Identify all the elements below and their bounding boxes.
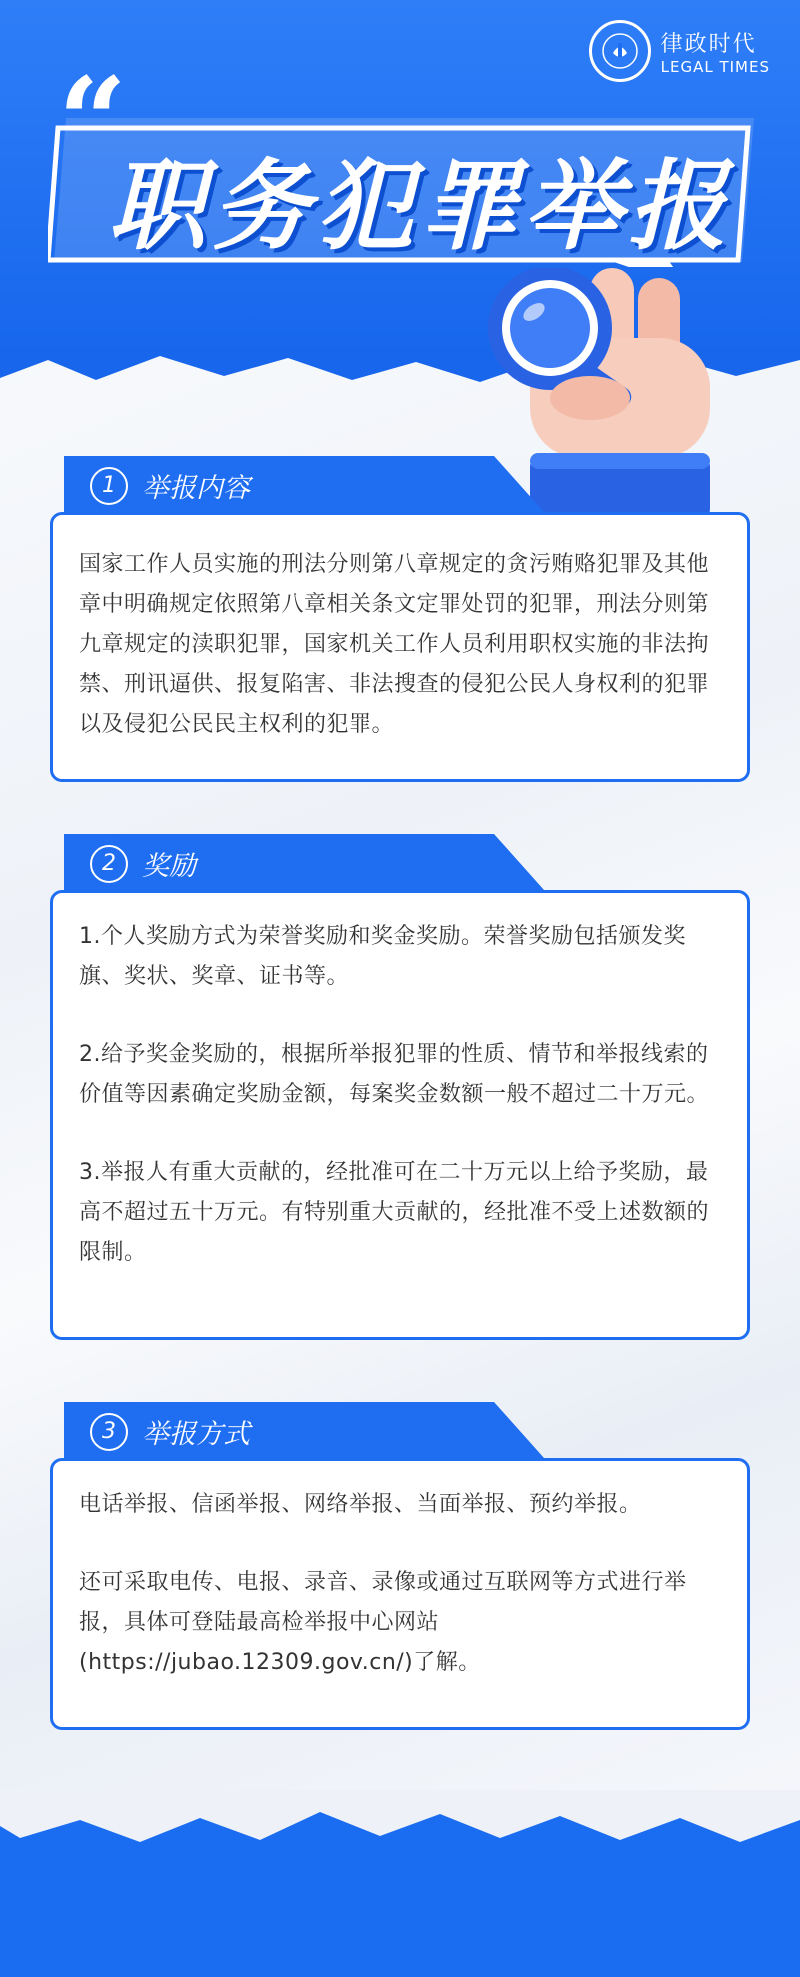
section-title: 举报方式 — [142, 1419, 250, 1450]
seal-icon — [589, 20, 651, 82]
paragraph: 国家工作人员实施的刑法分则第八章规定的贪污贿赂犯罪及其他章中明确规定依照第八章相关条文定罪处罚的犯罪，刑法分则第九章规定的渎职犯罪，国家机关工作人员利用职权实施的非法拘禁、刑讯逼供、报复陷害、非法搜查的侵犯公民人身权利的犯罪以及侵犯公民民主权利的犯罪。 — [79, 552, 710, 737]
section-card — [50, 512, 750, 782]
section-title: 奖励 — [142, 851, 196, 882]
section-body — [79, 917, 725, 1273]
brand-logo — [589, 20, 770, 82]
section-rewards — [50, 834, 750, 1354]
section-number: 3 — [90, 1413, 128, 1451]
quote-mark: “ — [58, 51, 128, 192]
torn-edge — [0, 1790, 800, 1860]
section-report-methods — [50, 1402, 750, 1742]
section-report-content — [50, 456, 750, 786]
section-title: 举报内容 — [142, 473, 250, 504]
paragraph: 3.举报人有重大贡献的，经批准可在二十万元以上给予奖励，最高不超过五十万元。有特别重大贡献的，经批准不受上述数额的限制。 — [79, 1160, 710, 1265]
page-title: 职务犯罪举报 — [108, 150, 733, 264]
paragraph: 1.个人奖励方式为荣誉奖励和奖金奖励。荣誉奖励包括颁发奖旗、奖状、奖章、证书等。 — [79, 924, 686, 989]
paragraph: 电话举报、信函举报、网络举报、当面举报、预约举报。 — [79, 1492, 642, 1517]
paragraph: 2.给予奖金奖励的，根据所举报犯罪的性质、情节和举报线索的价值等因素确定奖励金额，每案奖金数额一般不超过二十万元。 — [79, 1042, 710, 1107]
paragraph: 还可采取电传、电报、录音、录像或通过互联网等方式进行举报，具体可登陆最高检举报中心网站(https://jubao.12309.gov.cn/)了解。 — [79, 1570, 687, 1675]
logo-name-cn: 律政时代 — [660, 31, 757, 57]
section-number: 1 — [90, 467, 128, 505]
section-number: 2 — [90, 845, 128, 883]
section-card — [50, 1458, 750, 1730]
section-card — [50, 890, 750, 1340]
section-body — [79, 545, 725, 745]
section-body — [79, 1485, 725, 1683]
logo-name-en: LEGAL TIMES — [660, 57, 770, 76]
